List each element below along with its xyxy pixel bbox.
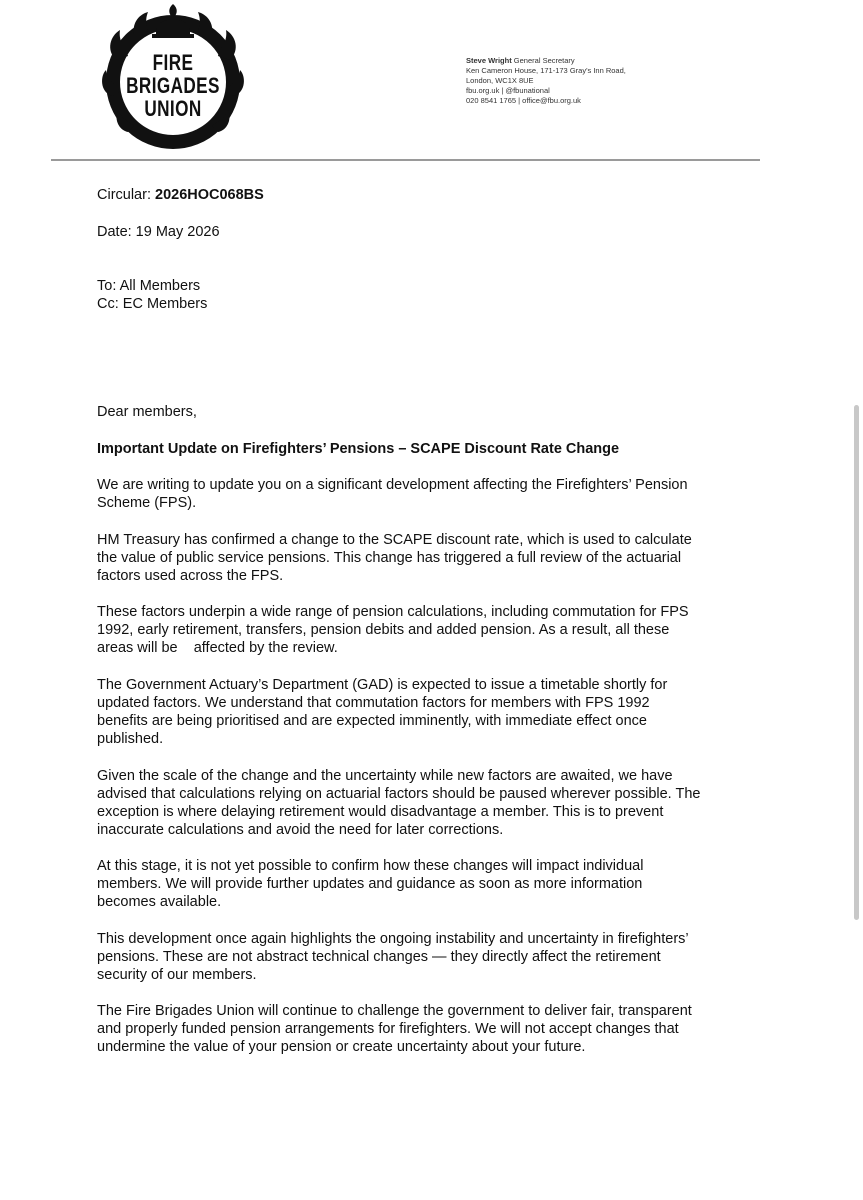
sender-address-1: Ken Cameron House, 171-173 Gray's Inn Road, (466, 66, 626, 75)
paragraph-line: and properly funded pension arrangements for firefighters. We will not accept changes that (97, 1021, 679, 1037)
paragraph-line: Given the scale of the change and the uncertainty while new factors are awaited, we have (97, 768, 673, 784)
paragraph-line: security of our members. (97, 967, 257, 983)
paragraph-line: factors used across the FPS. (97, 568, 284, 584)
paragraph-line: We are writing to update you on a significant development affecting the Firefighters’ Pension (97, 477, 688, 493)
salutation: Dear members, (97, 404, 197, 420)
circular-number: 2026HOC068BS (155, 187, 264, 203)
paragraph-line: Scheme (FPS). (97, 495, 197, 511)
paragraph-line: This development once again highlights the ongoing instability and uncertainty in firefighters’ (97, 931, 689, 947)
sender-phone: 020 8541 1765 | office@fbu.org.uk (466, 96, 581, 105)
fbu-logo (98, 0, 248, 150)
paragraph-line: updated factors. We understand that commutation factors for members with FPS 1992 (97, 695, 650, 711)
sender-name: Steve Wright (466, 56, 512, 65)
sender-role: General Secretary (513, 56, 575, 65)
paragraph-4 (97, 676, 762, 748)
circular-line (97, 186, 264, 204)
paragraph-2 (97, 531, 762, 585)
paragraph-line: The Fire Brigades Union will continue to challenge the government to deliver fair, transparent (97, 1003, 692, 1019)
paragraph-line: pensions. These are not abstract technical changes — they directly affect the retirement (97, 949, 661, 965)
paragraph-6 (97, 857, 762, 911)
paragraph-line: members. We will provide further updates and guidance as soon as more information (97, 876, 643, 892)
sender-address-2: London, WC1X 8UE (466, 76, 534, 85)
paragraph-line: benefits are being prioritised and are expected imminently, with immediate effect once (97, 713, 647, 729)
circular-label: Circular: (97, 187, 151, 203)
paragraph-line: 1992, early retirement, transfers, pension debits and added pension. As a result, all these (97, 622, 670, 638)
paragraph-line: published. (97, 731, 164, 747)
logo-line-fire: FIRE (152, 50, 194, 75)
paragraph-line: the value of public service pensions. This change has triggered a full review of the actuarial (97, 550, 682, 566)
paragraph-line: HM Treasury has confirmed a change to the SCAPE discount rate, which is used to calculate (97, 532, 692, 548)
paragraph-line: At this stage, it is not yet possible to confirm how these changes will impact individual (97, 858, 644, 874)
paragraph-line: becomes available. (97, 894, 222, 910)
vertical-scrollbar[interactable] (854, 405, 859, 920)
sender-web: fbu.org.uk | @fbunational (466, 86, 550, 95)
sender-block (466, 56, 626, 106)
letter-heading: Important Update on Firefighters’ Pensions – SCAPE Discount Rate Change (97, 441, 620, 457)
header-divider (51, 159, 760, 161)
paragraph-8 (97, 1002, 762, 1056)
logo-line-union: UNION (144, 96, 202, 121)
paragraph-3 (97, 603, 762, 657)
cc-line: Cc: EC Members (97, 296, 208, 312)
paragraph-7 (97, 930, 762, 984)
paragraph-line: advised that calculations relying on actuarial factors should be paused wherever possible. The (97, 786, 701, 802)
paragraph-line: undermine the value of your pension or create uncertainty about your future. (97, 1039, 586, 1055)
paragraph-1 (97, 476, 762, 512)
paragraph-5 (97, 767, 762, 839)
paragraph-line: inaccurate calculations and avoid the need for later corrections. (97, 822, 504, 838)
paragraph-line: exception is where delaying retirement would disadvantage a member. This is to prevent (97, 804, 664, 820)
paragraph-line: areas will be affected by the review. (97, 640, 338, 656)
date-line: Date: 19 May 2026 (97, 224, 220, 240)
to-line: To: All Members (97, 278, 201, 294)
paragraph-line: These factors underpin a wide range of pension calculations, including commutation for FPS (97, 604, 689, 620)
logo-line-brigades: BRIGADES (126, 73, 220, 98)
sender-name-line (466, 56, 626, 66)
paragraph-line: The Government Actuary’s Department (GAD) is expected to issue a timetable shortly for (97, 677, 668, 693)
